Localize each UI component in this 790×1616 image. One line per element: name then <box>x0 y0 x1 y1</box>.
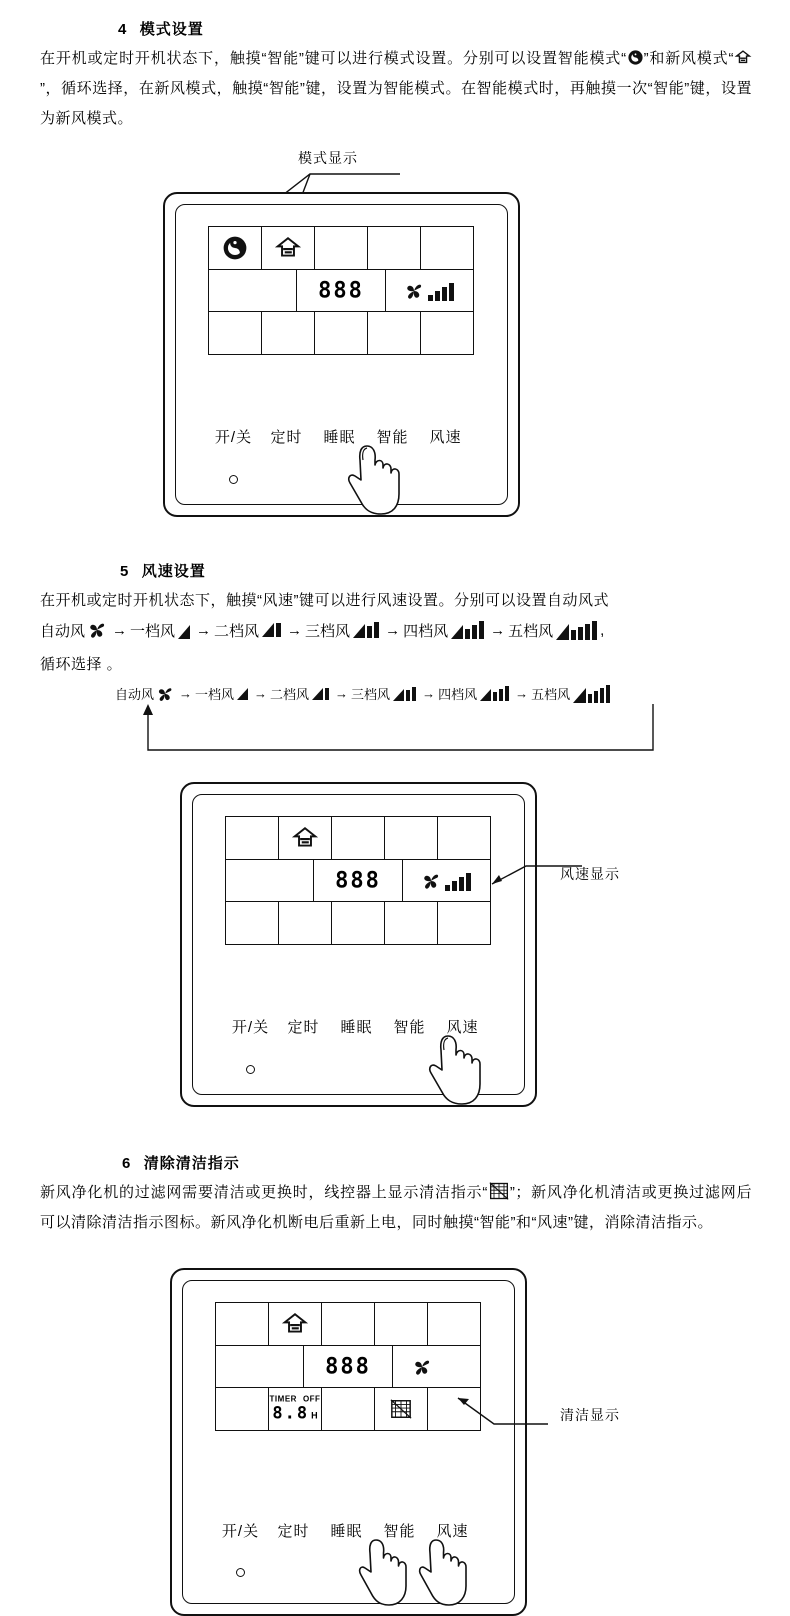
fan-bars-4 <box>451 621 484 639</box>
lcd-cell-blank-1 <box>315 227 368 269</box>
button-row-1 <box>207 426 475 447</box>
lcd-digits: 888 <box>325 1354 371 1379</box>
lcd-row-bottom <box>209 312 473 354</box>
lcd-cell-fresh-air <box>269 1303 322 1345</box>
lcd-cell-blank-g <box>279 902 332 944</box>
indicator-led <box>246 1065 255 1074</box>
lcd-cell-timer <box>269 1388 322 1430</box>
button-power[interactable]: 开/关 <box>231 1019 270 1036</box>
button-sleep[interactable]: 睡眠 <box>340 1019 373 1036</box>
speed-label-4: 四档风 <box>403 622 449 640</box>
hand-pointer-icon <box>428 1030 500 1114</box>
lcd-digits: 888 <box>318 278 364 303</box>
indicator-led <box>236 1568 245 1577</box>
lcd-cell-blank-4 <box>209 270 297 312</box>
section-4-text-c: ”和新风模式“ <box>643 50 734 67</box>
section-4-text-a: 在开机或定时开机状态下，触摸“智能”键可以进行模式设置。分别可以设置智能模式 <box>40 50 622 67</box>
section-5-callout-label: 风速显示 <box>560 866 620 882</box>
smart-mode-icon-inline <box>627 49 644 66</box>
filter-clean-icon-inline <box>488 1181 510 1201</box>
lcd-cell-fresh-air <box>279 817 332 859</box>
fresh-air-icon-inline <box>734 49 752 66</box>
lcd-row-bottom <box>226 902 490 944</box>
section-5-heading <box>120 560 206 581</box>
fan-speed-group <box>404 281 454 301</box>
fan-blade-icon <box>421 871 441 891</box>
button-timer[interactable]: 定时 <box>270 429 303 446</box>
lcd-display-3 <box>215 1302 481 1431</box>
lcd-cell-blank-j <box>438 902 490 944</box>
lcd-row-middle <box>216 1346 480 1389</box>
speed-cycle-loop-arrow <box>138 700 663 762</box>
button-smart[interactable]: 智能 <box>393 1019 426 1036</box>
lcd-cell-blank-f <box>216 1388 269 1430</box>
fan-speed-group <box>421 871 471 891</box>
speed-label-2: 二档风 <box>214 622 260 640</box>
cycle-label-4: 四档风 <box>438 687 478 702</box>
timer-group <box>269 1395 321 1424</box>
smart-mode-icon <box>222 235 248 261</box>
lcd-cell-blank-e <box>226 860 314 902</box>
timer-off-label: OFF <box>302 1394 321 1404</box>
lcd-row-bottom <box>216 1388 480 1430</box>
section-6-number: 6 <box>122 1155 132 1172</box>
lcd-cell-blank-a <box>226 817 279 859</box>
cycle-label-1: 一档风 <box>195 687 235 702</box>
filter-clean-icon <box>488 1181 510 1201</box>
button-fanspeed[interactable]: 风速 <box>436 1523 469 1540</box>
section-4-callout-label: 模式显示 <box>298 150 358 166</box>
speed-label-auto: 自动风 <box>40 622 86 640</box>
lcd-cell-blank-a <box>216 1303 269 1345</box>
lcd-cell-blank-c <box>385 817 438 859</box>
section-5-paragraph-line1 <box>40 586 752 616</box>
hand-pointer-icon <box>347 440 419 524</box>
lcd-cell-blank-c <box>375 1303 428 1345</box>
lcd-cell-fresh-air <box>262 227 315 269</box>
fan-blade-icon <box>404 281 424 301</box>
filter-clean-icon <box>389 1398 413 1420</box>
fresh-air-house-icon <box>274 235 302 261</box>
lcd-row-top <box>226 817 490 860</box>
cycle-label-auto: 自动风 <box>115 687 155 702</box>
button-smart[interactable]: 智能 <box>376 429 409 446</box>
lcd-row-middle <box>226 860 490 903</box>
section-4-text-d: ”，循环选择，在新风模式，触摸“智能”键，设置为智能模式。在智能模式时，再触摸一次“智能”键，设置为新风模式。 <box>40 80 752 127</box>
lcd-row-top <box>216 1303 480 1346</box>
lcd-cell-blank-7 <box>315 312 368 354</box>
lcd-cell-fan <box>393 1346 480 1388</box>
lcd-cell-digits <box>314 860 402 902</box>
section-5-speed-sequence-inline: 自动风 → 一档风 → 二档风 → 三档风 → 四档风 → 五档风 , <box>40 621 605 640</box>
cycle-label-2: 二档风 <box>270 687 310 702</box>
section-4-number: 4 <box>118 21 128 38</box>
button-timer[interactable]: 定时 <box>287 1019 320 1036</box>
speed-cycle-diagram: 自动风 → 一档风 → 二档风 → 三档风 → 四档风 → 五档风 <box>115 684 613 703</box>
lcd-cell-blank-g <box>322 1388 375 1430</box>
lcd-cell-clean <box>375 1388 428 1430</box>
button-smart[interactable]: 智能 <box>383 1523 416 1540</box>
button-power[interactable]: 开/关 <box>221 1523 260 1540</box>
indicator-led <box>229 475 238 484</box>
fan-bars-1 <box>178 621 190 639</box>
button-sleep[interactable]: 睡眠 <box>323 429 356 446</box>
section-5-paragraph-line3 <box>40 650 752 680</box>
lcd-cell-fan <box>403 860 490 902</box>
cycle-label-5: 五档风 <box>531 687 571 702</box>
lcd-cell-blank-b <box>332 817 385 859</box>
speed-label-5: 五档风 <box>508 622 554 640</box>
section-6-text-b: ”；新风净化机清洁或更换过滤网后可以清除清洁指示图标。新风净化机断电后重新上电，同时触摸“智能”和“风速”键，消除清洁指示。 <box>40 1184 753 1231</box>
section-6-callout-line <box>448 1390 558 1432</box>
hand-pointer-icon-fanspeed <box>418 1534 484 1614</box>
lcd-cell-smart <box>209 227 262 269</box>
lcd-cell-blank-6 <box>262 312 315 354</box>
speed-label-3: 三档风 <box>305 622 351 640</box>
lcd-cell-digits <box>304 1346 392 1388</box>
section-4-paragraph <box>40 44 752 134</box>
lcd-row-top <box>209 227 473 270</box>
section-4-title: 模式设置 <box>139 21 204 38</box>
button-sleep[interactable]: 睡眠 <box>330 1523 363 1540</box>
lcd-cell-blank-d <box>438 817 490 859</box>
lcd-cell-blank-2 <box>368 227 421 269</box>
section-6-heading <box>122 1152 240 1173</box>
cycle-label-3: 三档风 <box>351 687 391 702</box>
button-timer[interactable]: 定时 <box>277 1523 310 1540</box>
timer-value: 8.8 <box>272 1403 310 1424</box>
fan-bars-5 <box>556 621 597 640</box>
fresh-air-house-icon <box>291 825 319 851</box>
fan-bars-2 <box>262 623 281 637</box>
fan-blade-icon <box>87 620 107 640</box>
controller-panel-2 <box>180 782 537 1107</box>
fan-level-bars <box>428 283 454 301</box>
lcd-cell-blank-h <box>332 902 385 944</box>
hand-pointer-icon-smart <box>358 1534 424 1614</box>
timer-label: TIMER <box>269 1394 297 1404</box>
lcd-cell-blank-d <box>428 1303 480 1345</box>
lcd-row-middle <box>209 270 473 313</box>
controller-panel-3 <box>170 1268 530 1616</box>
lcd-cell-blank-i <box>385 902 438 944</box>
fresh-air-house-icon <box>734 49 752 66</box>
controller-panel-1 <box>163 192 520 517</box>
lcd-cell-fan <box>386 270 473 312</box>
button-fanspeed[interactable]: 风速 <box>429 429 462 446</box>
section-5-text-3: 循环选择 。 <box>40 656 123 673</box>
lcd-cell-digits <box>297 270 385 312</box>
lcd-cell-blank-3 <box>421 227 473 269</box>
fan-bars-3 <box>353 622 379 638</box>
lcd-display-2 <box>225 816 491 945</box>
speed-label-1: 一档风 <box>130 622 176 640</box>
fan-blade-icon <box>412 1357 432 1377</box>
lcd-cell-blank-f <box>226 902 279 944</box>
button-power[interactable]: 开/关 <box>214 429 253 446</box>
timer-unit: H <box>311 1410 318 1421</box>
section-6-paragraph <box>40 1178 752 1238</box>
section-5-text-1: 在开机或定时开机状态下，触摸“风速”键可以进行风速设置。分别可以设置自动风式 <box>40 592 609 609</box>
lcd-display-1 <box>208 226 474 355</box>
lcd-cell-blank-8 <box>368 312 421 354</box>
section-5-title: 风速设置 <box>141 563 206 580</box>
fan-level-bars <box>445 873 471 891</box>
section-6-title: 清除清洁指示 <box>143 1155 240 1172</box>
section-5-number: 5 <box>120 563 130 580</box>
section-6-text-a: 新风净化机的过滤网需要清洁或更换时，线控器上显示清洁指示“ <box>40 1184 488 1201</box>
section-4-text-b: “ <box>621 50 627 67</box>
lcd-cell-blank-b <box>322 1303 375 1345</box>
lcd-cell-blank-9 <box>421 312 473 354</box>
lcd-cell-blank-5 <box>209 312 262 354</box>
smart-mode-icon <box>627 49 644 66</box>
section-6-callout-label: 清洁显示 <box>560 1407 620 1423</box>
lcd-cell-blank-e <box>216 1346 304 1388</box>
section-4-heading <box>118 18 204 39</box>
fresh-air-house-icon <box>281 1311 309 1337</box>
button-fanspeed[interactable]: 风速 <box>446 1019 479 1036</box>
lcd-digits: 888 <box>335 868 381 893</box>
